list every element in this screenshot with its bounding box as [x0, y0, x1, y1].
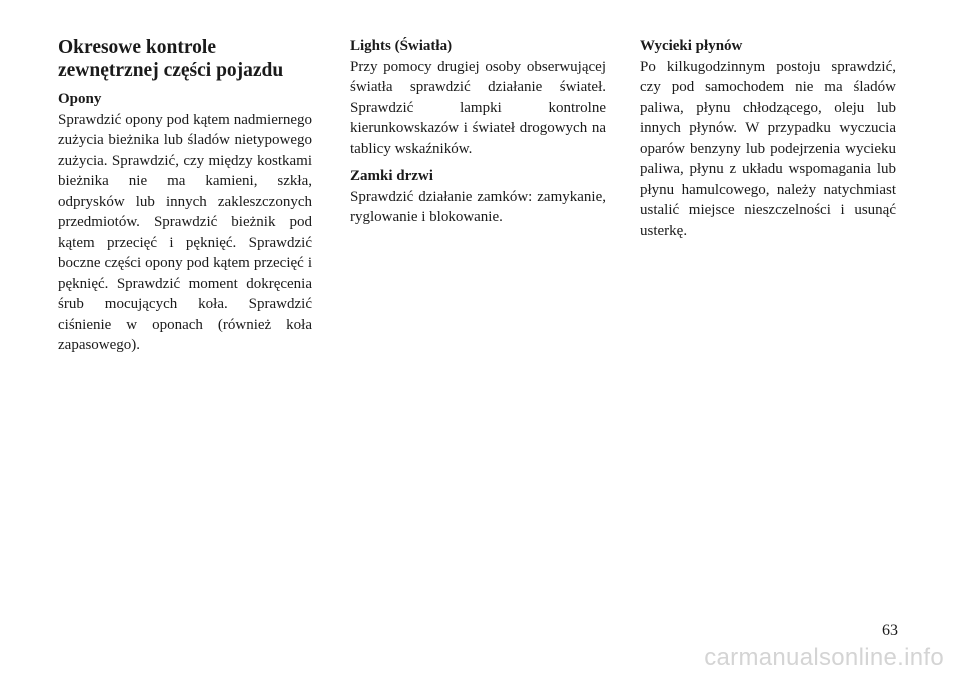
page-number: 63: [882, 622, 898, 639]
column-middle: [350, 36, 606, 228]
lights-text: Przy pomocy drugiej osoby obserwującej światła sprawdzić działanie świateł. Sprawdzić lampki kontrolne kierunkowskazów i świateł drogowych na tablicy wskaźników.: [350, 58, 606, 157]
section-title: [58, 36, 312, 82]
section-title-line2: zewnętrznej części pojazdu: [58, 60, 284, 81]
fluid-leaks-text: Po kilkugodzinnym postoju sprawdzić, czy pod samochodem nie ma śladów paliwa, płynu chłodzącego, oleju lub innych płynów. W przypadku wyczucia oparów benzyny lub podejrzenia wycieku paliwa, płynu z układu wspomagania lub płynu hamulcowego, należy natychmiast ustalić miejsce nieszczelności i usunąć usterkę.: [640, 58, 896, 239]
door-locks-text: Sprawdzić działanie zamków: zamykanie, ryglowanie i blokowanie.: [350, 188, 606, 225]
tyres-heading: Opony: [58, 91, 102, 107]
tyres-text: Sprawdzić opony pod kątem nadmiernego zużycia bieżnika lub śladów nietypowego zużycia. Sprawdzić, czy między kostkami bieżnika nie ma kamieni, szkła, odprysków lub innych zakleszczonych przedmiotów. Sprawdzić bieżnik pod kątem przecięć i pęknięć. Sprawdzić boczne części opony pod kątem przecięć i pęknięć. Sprawdzić moment dokręcenia śrub mocujących koła. Sprawdzić ciśnienie w oponach (również koła zapasowego).: [58, 111, 312, 353]
section-spacer: [350, 159, 606, 166]
watermark: carmanualsonline.info: [704, 644, 944, 671]
column-right: [640, 36, 896, 241]
section-title-line1: Okresowe kontrole: [58, 37, 216, 58]
lights-heading: Lights (Światła): [350, 38, 453, 54]
fluid-leaks-heading: Wycieki płynów: [640, 38, 743, 54]
door-locks-heading: Zamki drzwi: [350, 168, 433, 184]
column-left: [58, 36, 312, 356]
